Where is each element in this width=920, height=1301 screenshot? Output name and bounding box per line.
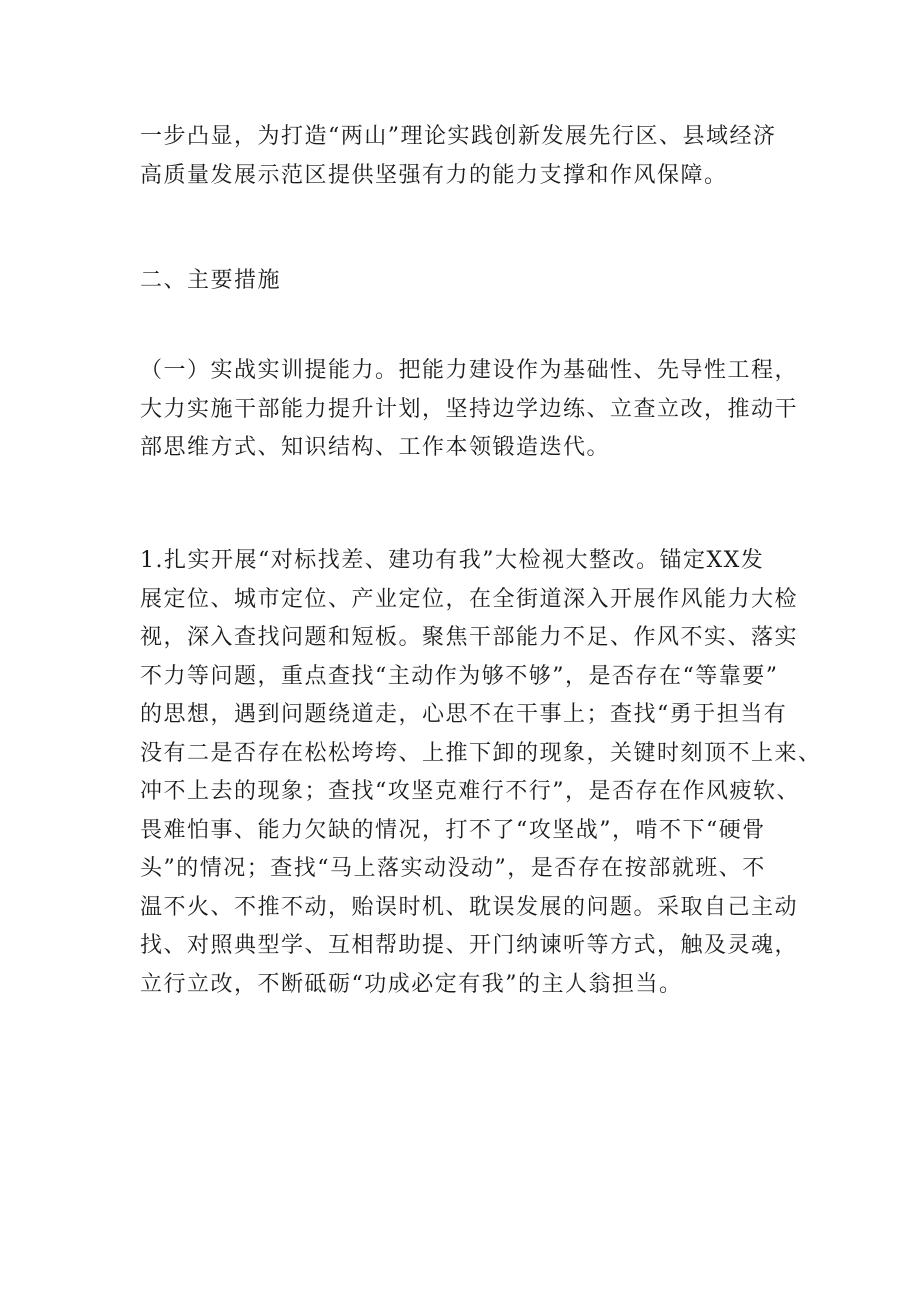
text-line: （一）实战实训提能力。把能力建设作为基础性、先导性工程， <box>140 358 799 383</box>
text-line: 二、主要措施 <box>140 268 282 293</box>
text-line: 冲不上去的现象；查找“攻坚克难行不行”，是否存在作风疲软、 <box>140 779 800 804</box>
text-line: 找、对照典型学、互相帮助提、开门纳谏听等方式，触及灵魂， <box>140 933 799 958</box>
text-line: 高质量发展示范区提供坚强有力的能力支撑和作风保障。 <box>140 162 728 188</box>
text-line: 的思想，遇到问题绕道走，心思不在干事上；查找“勇于担当有 <box>140 702 788 727</box>
text-line: 展定位、城市定位、产业定位，在全街道深入开展作风能力大检 <box>140 586 799 612</box>
text-line: 大力实施干部能力提升计划，坚持边学边练、立查立改，推动干 <box>140 396 799 422</box>
section-heading-main-measures <box>140 262 790 301</box>
paragraph-intro-continuation <box>140 118 790 195</box>
text-line: 头”的情况；查找“马上落实动没动”，是否存在按部就班、不 <box>140 856 766 881</box>
subsection-paragraph-training <box>140 352 799 468</box>
text-line: 不力等问题，重点查找“主动作为够不够”，是否存在“等靠要” <box>140 663 779 689</box>
text-line: 畏难怕事、能力欠缺的情况，打不了“攻坚战”，啃不下“硬骨 <box>140 817 766 843</box>
item-paragraph-review-rectification <box>140 542 822 1004</box>
text-line: 没有二是否存在松松垮垮、上推下卸的现象，关键时刻顶不上来、 <box>140 740 822 766</box>
text-line: 1.扎实开展“对标找差、建功有我”大检视大整改。锚定XX发 <box>140 548 765 573</box>
text-line: 温不火、不推不动，贻误时机、耽误发展的问题。采取自己主动 <box>140 894 799 920</box>
text-line: 部思维方式、知识结构、工作本领锻造迭代。 <box>140 435 611 460</box>
text-line: 视，深入查找问题和短板。聚焦干部能力不足、作风不实、落实 <box>140 625 799 650</box>
text-line: 立行立改，不断砥砺“功成必定有我”的主人翁担当。 <box>140 971 683 997</box>
text-line: 一步凸显，为打造“两山”理论实践创新发展先行区、县域经济 <box>140 124 777 149</box>
